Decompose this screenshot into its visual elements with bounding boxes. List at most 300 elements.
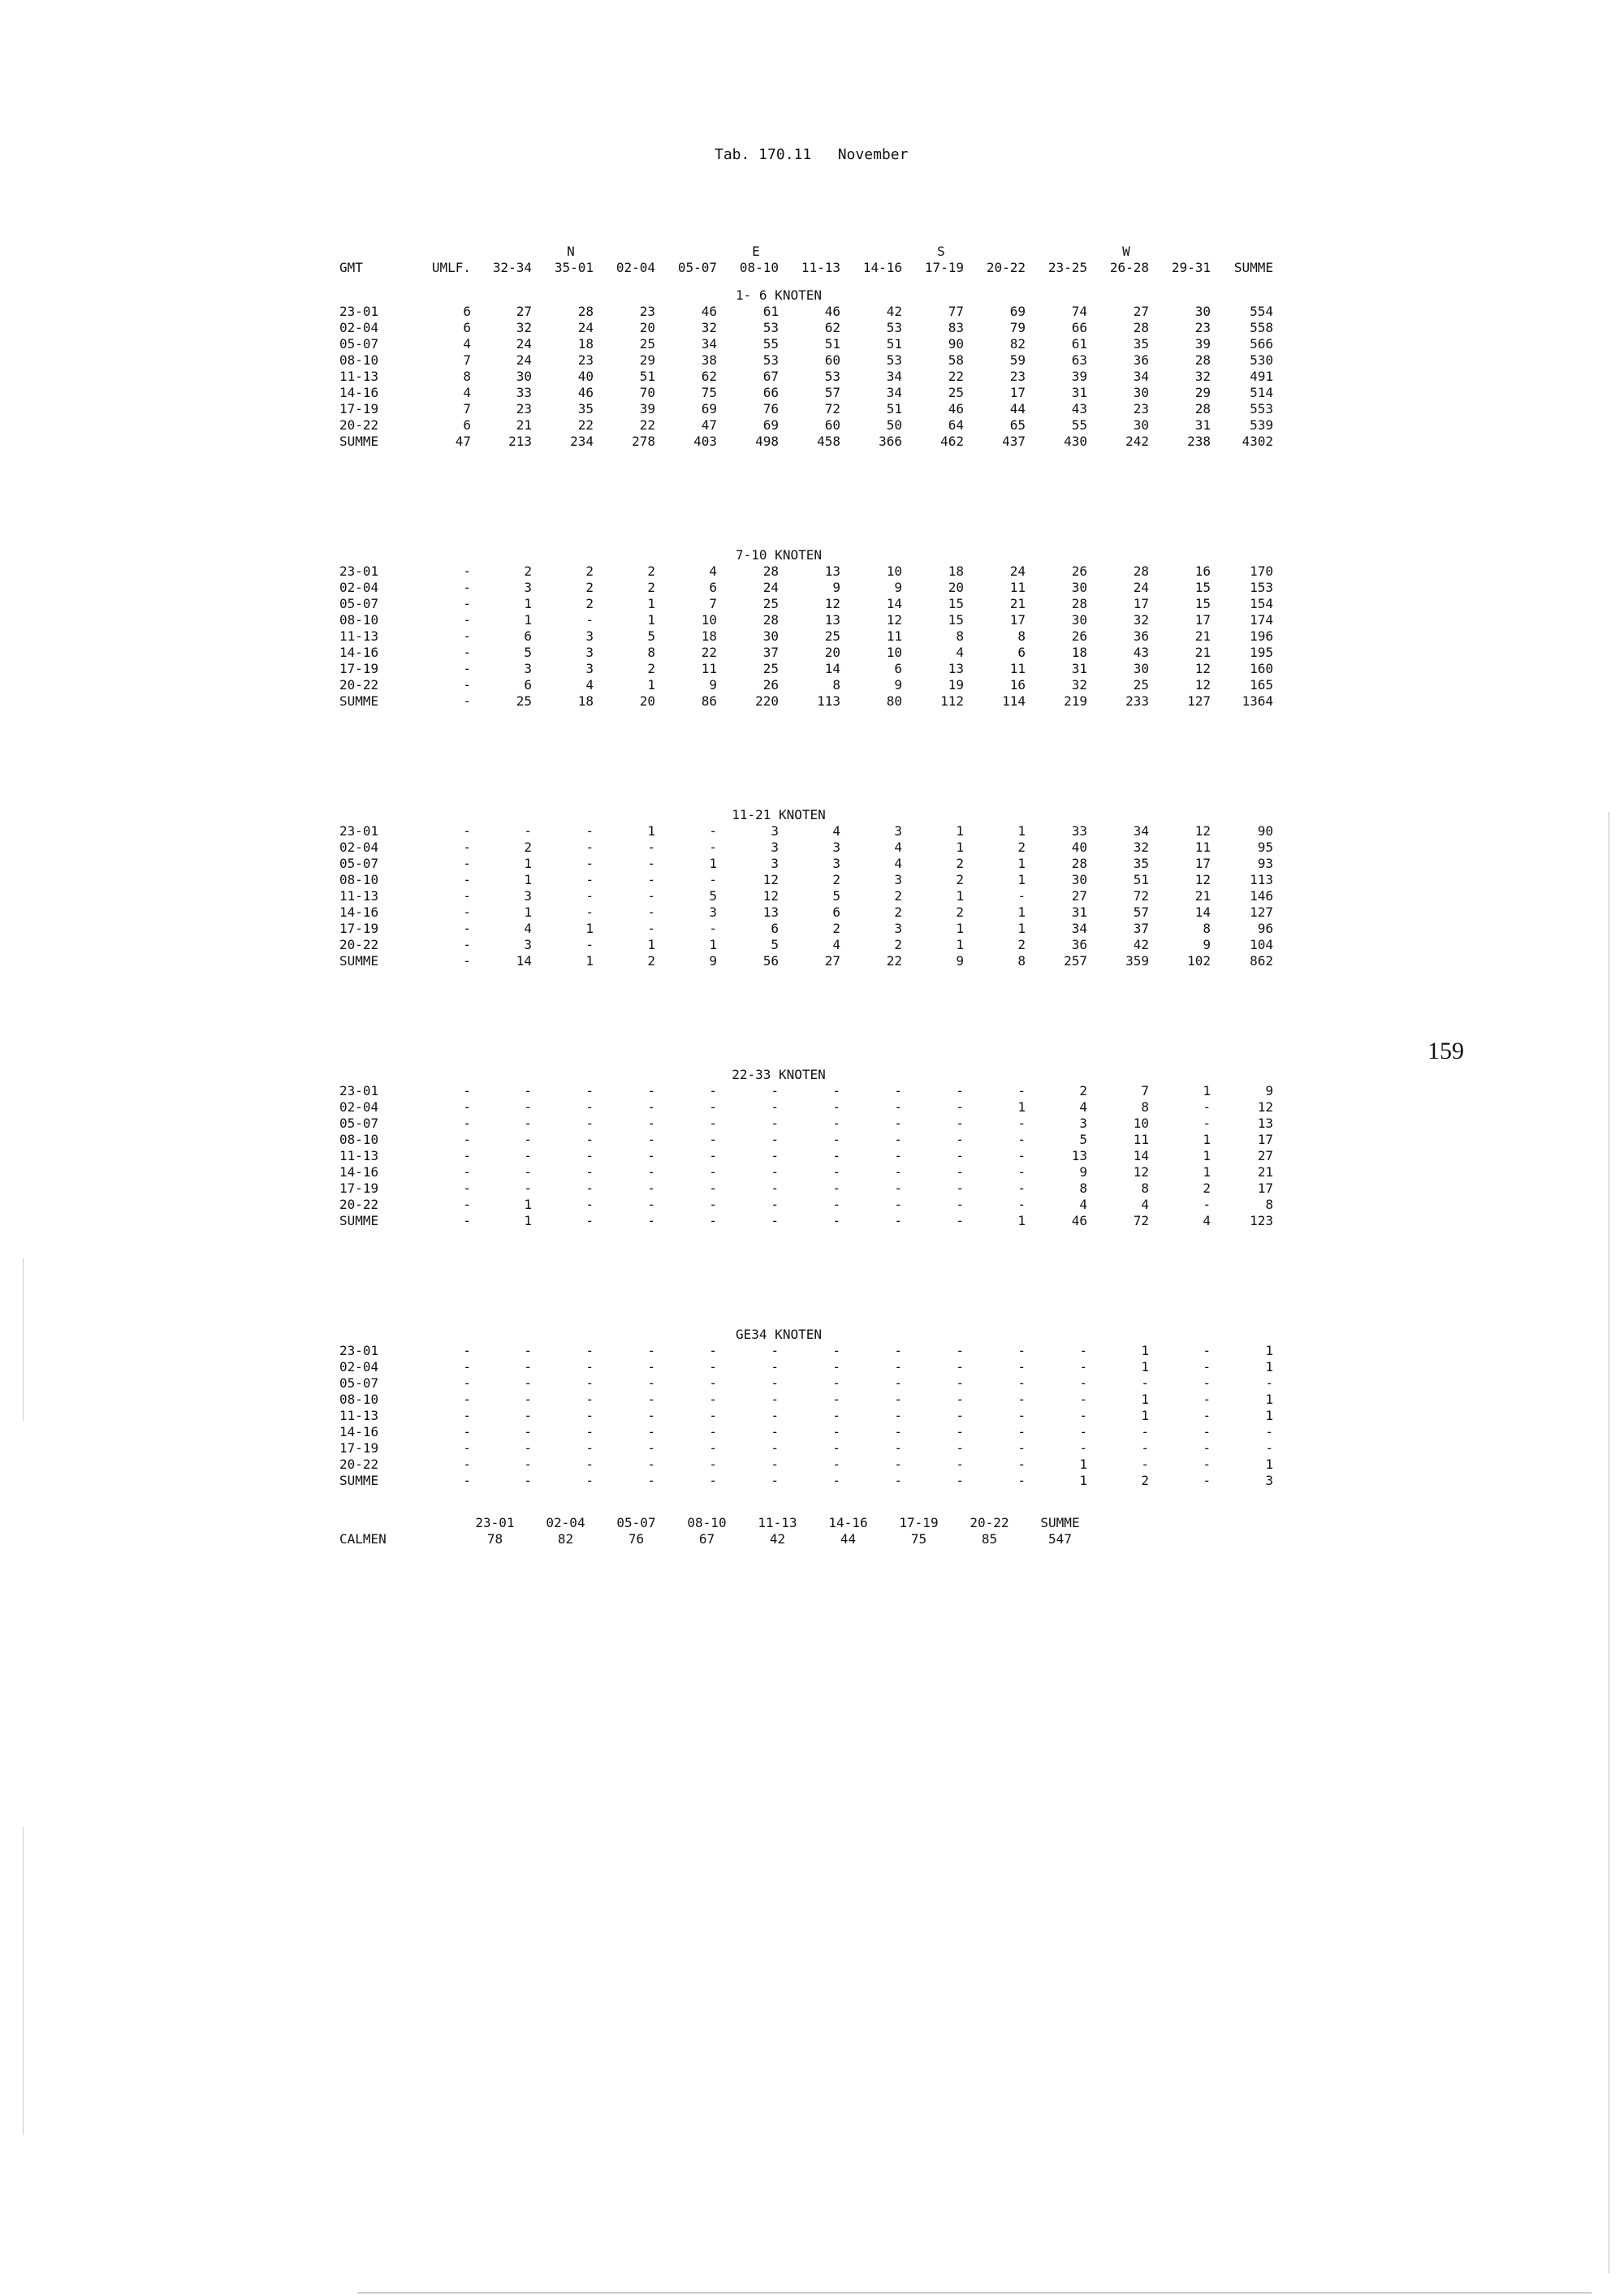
table-cell: 1 bbox=[524, 872, 532, 887]
section-label: GE34 KNOTEN bbox=[736, 1327, 822, 1342]
table-cell: - bbox=[709, 1359, 717, 1375]
table-cell: 10 bbox=[1133, 1116, 1149, 1131]
table-cell: 70 bbox=[639, 385, 655, 400]
empty-cell bbox=[840, 244, 902, 260]
table-row bbox=[339, 1392, 1273, 1408]
table-cell: 3 bbox=[1265, 1473, 1273, 1488]
table-cell: 2 bbox=[647, 953, 655, 969]
table-cell: - bbox=[585, 1116, 594, 1131]
table-row bbox=[339, 304, 1273, 320]
row-label: 11-13 bbox=[339, 1148, 379, 1163]
table-cell: 43 bbox=[1071, 401, 1087, 416]
spacer-cell bbox=[339, 450, 404, 547]
table-cell: 1 bbox=[1141, 1343, 1149, 1358]
table-cell: 46 bbox=[701, 304, 717, 319]
table-cell: - bbox=[1079, 1375, 1087, 1391]
table-cell: - bbox=[585, 1392, 594, 1407]
table-cell: 1364 bbox=[1242, 693, 1273, 709]
table-cell: - bbox=[832, 1213, 840, 1228]
table-cell: - bbox=[894, 1132, 902, 1147]
table-cell: - bbox=[524, 1343, 532, 1358]
table-cell: - bbox=[832, 1375, 840, 1391]
table-cell: - bbox=[1265, 1424, 1273, 1439]
wind-frequency-sheet bbox=[339, 244, 1273, 1489]
table-cell: - bbox=[524, 1424, 532, 1439]
table-cell: 13 bbox=[1257, 1116, 1273, 1131]
table-cell: 83 bbox=[948, 320, 964, 335]
table-cell: - bbox=[771, 1359, 779, 1375]
table-cell: - bbox=[647, 1099, 655, 1115]
column-header: 20-22 bbox=[986, 260, 1026, 275]
table-cell: 4 bbox=[524, 921, 532, 936]
table-cell: - bbox=[1017, 1375, 1026, 1391]
section-label-row bbox=[339, 547, 1273, 563]
table-cell: 2 bbox=[1017, 839, 1026, 855]
row-label: 05-07 bbox=[339, 856, 379, 871]
table-cell: 61 bbox=[762, 304, 779, 319]
table-cell: 26 bbox=[762, 677, 779, 693]
table-cell: 37 bbox=[1133, 921, 1149, 936]
table-cell: 3 bbox=[585, 628, 594, 644]
table-row bbox=[339, 888, 1273, 904]
table-cell: 17 bbox=[1257, 1180, 1273, 1196]
table-cell: 1 bbox=[524, 596, 532, 611]
table-cell: - bbox=[771, 1473, 779, 1488]
table-cell: 30 bbox=[1133, 661, 1149, 676]
table-cell: 34 bbox=[1133, 369, 1149, 384]
table-cell: - bbox=[524, 1457, 532, 1472]
table-cell: - bbox=[463, 1180, 471, 1196]
table-cell: 6 bbox=[524, 628, 532, 644]
table-cell: 25 bbox=[824, 628, 840, 644]
table-cell: - bbox=[463, 612, 471, 628]
table-cell: 36 bbox=[1071, 937, 1087, 952]
table-cell: 8 bbox=[1203, 921, 1211, 936]
table-cell: 22 bbox=[639, 417, 655, 433]
table-cell: 2 bbox=[647, 580, 655, 595]
table-cell: 1 bbox=[524, 1213, 532, 1228]
table-cell: 1 bbox=[1017, 1213, 1026, 1228]
table-row bbox=[339, 369, 1273, 385]
table-title: Tab. 170.11 November bbox=[715, 146, 909, 163]
row-label: 20-22 bbox=[339, 1457, 379, 1472]
table-cell: 15 bbox=[948, 596, 964, 611]
column-header: 29-31 bbox=[1171, 260, 1211, 275]
table-cell: 25 bbox=[948, 385, 964, 400]
table-cell: 13 bbox=[1071, 1148, 1087, 1163]
table-cell: 359 bbox=[1125, 953, 1149, 969]
table-cell: 60 bbox=[824, 417, 840, 433]
calmen-value: 78 bbox=[486, 1531, 503, 1547]
row-label: 20-22 bbox=[339, 937, 379, 952]
table-cell: 403 bbox=[693, 434, 717, 449]
table-cell: 15 bbox=[948, 612, 964, 628]
table-cell: 160 bbox=[1250, 661, 1273, 676]
table-cell: - bbox=[524, 1099, 532, 1115]
table-cell: 77 bbox=[948, 304, 964, 319]
row-label: 14-16 bbox=[339, 645, 379, 660]
empty-cell bbox=[779, 244, 840, 260]
table-cell: 14 bbox=[886, 596, 902, 611]
calmen-header: 20-22 bbox=[970, 1515, 1009, 1530]
row-label: 23-01 bbox=[339, 304, 379, 319]
table-cell: 60 bbox=[824, 352, 840, 368]
table-cell: 3 bbox=[894, 921, 902, 936]
empty-cell bbox=[339, 1067, 717, 1083]
table-cell: 62 bbox=[701, 369, 717, 384]
table-cell: - bbox=[1079, 1392, 1087, 1407]
table-cell: 1 bbox=[1265, 1408, 1273, 1423]
table-cell: 33 bbox=[1071, 823, 1087, 839]
table-cell: - bbox=[463, 1408, 471, 1423]
table-cell: - bbox=[956, 1424, 964, 1439]
table-cell: 32 bbox=[1133, 612, 1149, 628]
table-cell: 13 bbox=[824, 612, 840, 628]
table-row bbox=[339, 1359, 1273, 1375]
calmen-value: 82 bbox=[557, 1531, 574, 1547]
table-cell: 24 bbox=[1009, 563, 1026, 579]
table-cell: - bbox=[463, 1457, 471, 1472]
scan-edge-mark bbox=[23, 1258, 24, 1421]
table-cell: - bbox=[956, 1359, 964, 1375]
row-label: 02-04 bbox=[339, 1099, 379, 1115]
table-cell: - bbox=[524, 1083, 532, 1098]
table-cell: 196 bbox=[1250, 628, 1273, 644]
table-cell: 1 bbox=[956, 937, 964, 952]
table-cell: 1 bbox=[1017, 921, 1026, 936]
row-label: 14-16 bbox=[339, 1424, 379, 1439]
empty-cell bbox=[1211, 244, 1273, 260]
calmen-value-row bbox=[339, 1531, 1095, 1547]
table-cell: - bbox=[894, 1343, 902, 1358]
table-cell: 12 bbox=[1133, 1164, 1149, 1180]
table-cell: 2 bbox=[894, 937, 902, 952]
table-cell: 66 bbox=[1071, 320, 1087, 335]
table-cell: 21 bbox=[516, 417, 532, 433]
table-cell: 8 bbox=[956, 628, 964, 644]
table-cell: 27 bbox=[1133, 304, 1149, 319]
table-cell: - bbox=[585, 1343, 594, 1358]
table-cell: 2 bbox=[524, 839, 532, 855]
table-cell: 32 bbox=[701, 320, 717, 335]
table-cell: 1 bbox=[524, 904, 532, 920]
table-row bbox=[339, 937, 1273, 953]
table-cell: - bbox=[524, 1375, 532, 1391]
table-cell: 2 bbox=[956, 904, 964, 920]
table-cell: 4 bbox=[832, 937, 840, 952]
table-cell: 458 bbox=[817, 434, 840, 449]
table-cell: 21 bbox=[1194, 645, 1211, 660]
table-cell: - bbox=[647, 872, 655, 887]
table-cell: - bbox=[585, 1408, 594, 1423]
table-cell: - bbox=[463, 1083, 471, 1098]
table-cell: - bbox=[709, 921, 717, 936]
table-cell: 26 bbox=[1071, 563, 1087, 579]
row-label: 23-01 bbox=[339, 563, 379, 579]
table-cell: 3 bbox=[771, 856, 779, 871]
table-cell: 462 bbox=[940, 434, 964, 449]
table-cell: - bbox=[1265, 1440, 1273, 1456]
table-cell: - bbox=[1141, 1440, 1149, 1456]
table-cell: - bbox=[463, 937, 471, 952]
table-cell: 1 bbox=[709, 856, 717, 871]
section-label-row bbox=[339, 807, 1273, 823]
table-cell: 220 bbox=[755, 693, 779, 709]
table-cell: - bbox=[709, 1457, 717, 1472]
table-cell: 2 bbox=[832, 921, 840, 936]
table-cell: 82 bbox=[1009, 336, 1026, 352]
column-header: 11-13 bbox=[801, 260, 840, 275]
table-cell: 12 bbox=[1257, 1099, 1273, 1115]
column-header: 23-25 bbox=[1047, 260, 1087, 275]
table-cell: 32 bbox=[1071, 677, 1087, 693]
table-cell: 74 bbox=[1071, 304, 1087, 319]
table-cell: - bbox=[1203, 1343, 1211, 1358]
table-cell: 24 bbox=[1133, 580, 1149, 595]
table-cell: 42 bbox=[1133, 937, 1149, 952]
table-cell: - bbox=[832, 1164, 840, 1180]
table-cell: 58 bbox=[948, 352, 964, 368]
table-cell: 20 bbox=[824, 645, 840, 660]
table-cell: 17 bbox=[1009, 612, 1026, 628]
table-cell: 18 bbox=[701, 628, 717, 644]
table-cell: - bbox=[771, 1148, 779, 1163]
table-cell: 16 bbox=[1194, 563, 1211, 579]
table-cell: - bbox=[585, 1164, 594, 1180]
calmen-table bbox=[339, 1515, 1095, 1547]
table-cell: - bbox=[771, 1375, 779, 1391]
table-cell: 14 bbox=[1133, 1148, 1149, 1163]
table-cell: 11 bbox=[1194, 839, 1211, 855]
table-cell: 3 bbox=[524, 580, 532, 595]
table-cell: 28 bbox=[762, 612, 779, 628]
table-cell: - bbox=[956, 1180, 964, 1196]
table-cell: - bbox=[1017, 1148, 1026, 1163]
table-cell: 10 bbox=[886, 645, 902, 660]
row-label: 20-22 bbox=[339, 677, 379, 693]
calmen-header: 14-16 bbox=[828, 1515, 868, 1530]
table-cell: 72 bbox=[1133, 888, 1149, 904]
empty-cell bbox=[339, 244, 404, 260]
table-row bbox=[339, 1424, 1273, 1440]
table-cell: - bbox=[771, 1343, 779, 1358]
table-cell: - bbox=[524, 1116, 532, 1131]
table-cell: 5 bbox=[832, 888, 840, 904]
row-label: 08-10 bbox=[339, 1392, 379, 1407]
table-cell: - bbox=[956, 1164, 964, 1180]
table-cell: - bbox=[647, 921, 655, 936]
table-cell: 153 bbox=[1250, 580, 1273, 595]
section-gap bbox=[339, 276, 1273, 287]
table-cell: - bbox=[585, 1197, 594, 1212]
table-cell: - bbox=[709, 1392, 717, 1407]
table-cell: 28 bbox=[1133, 320, 1149, 335]
table-cell: 10 bbox=[701, 612, 717, 628]
table-cell: 3 bbox=[832, 839, 840, 855]
table-cell: - bbox=[647, 1457, 655, 1472]
table-cell: 51 bbox=[886, 336, 902, 352]
table-cell: 1 bbox=[956, 839, 964, 855]
empty-cell bbox=[471, 244, 532, 260]
table-cell: - bbox=[1017, 888, 1026, 904]
table-cell: 7 bbox=[1141, 1083, 1149, 1098]
row-label: 11-13 bbox=[339, 628, 379, 644]
table-cell: 2 bbox=[832, 872, 840, 887]
calmen-header: 23-01 bbox=[475, 1515, 515, 1530]
table-cell: 6 bbox=[463, 320, 471, 335]
table-cell: - bbox=[1203, 1424, 1211, 1439]
table-cell: 34 bbox=[1133, 823, 1149, 839]
table-cell: 28 bbox=[1194, 352, 1211, 368]
table-cell: - bbox=[647, 1375, 655, 1391]
table-cell: 90 bbox=[1257, 823, 1273, 839]
table-cell: 1 bbox=[1017, 1099, 1026, 1115]
section-label-row bbox=[339, 1327, 1273, 1343]
table-cell: - bbox=[1141, 1424, 1149, 1439]
table-cell: 437 bbox=[1002, 434, 1026, 449]
empty-cell bbox=[339, 1515, 460, 1531]
table-cell: 53 bbox=[762, 320, 779, 335]
table-cell: - bbox=[709, 1099, 717, 1115]
table-cell: - bbox=[585, 888, 594, 904]
column-header: 35-01 bbox=[554, 260, 594, 275]
table-cell: - bbox=[524, 1132, 532, 1147]
spacer-cell bbox=[339, 710, 404, 807]
table-cell: - bbox=[463, 661, 471, 676]
table-row bbox=[339, 596, 1273, 612]
table-cell: 23 bbox=[1009, 369, 1026, 384]
calmen-value: 44 bbox=[840, 1531, 857, 1547]
calmen-value: 75 bbox=[910, 1531, 927, 1547]
table-cell: - bbox=[585, 823, 594, 839]
table-cell: - bbox=[1203, 1197, 1211, 1212]
table-cell: 1 bbox=[585, 953, 594, 969]
table-cell: - bbox=[1017, 1440, 1026, 1456]
table-cell: - bbox=[1141, 1457, 1149, 1472]
table-cell: - bbox=[585, 856, 594, 871]
table-row bbox=[339, 1197, 1273, 1213]
table-cell: - bbox=[585, 1213, 594, 1228]
table-cell: 6 bbox=[709, 580, 717, 595]
column-header: 26-28 bbox=[1109, 260, 1149, 275]
calmen-header: 02-04 bbox=[546, 1515, 585, 1530]
table-row bbox=[339, 823, 1273, 839]
table-cell: 27 bbox=[1071, 888, 1087, 904]
table-cell: 1 bbox=[956, 823, 964, 839]
table-cell: 32 bbox=[1133, 839, 1149, 855]
table-cell: - bbox=[894, 1083, 902, 1098]
table-cell: - bbox=[894, 1440, 902, 1456]
table-cell: 23 bbox=[516, 401, 532, 416]
table-cell: - bbox=[585, 1375, 594, 1391]
table-cell: 553 bbox=[1250, 401, 1273, 416]
table-cell: 9 bbox=[956, 953, 964, 969]
table-cell: 93 bbox=[1257, 856, 1273, 871]
table-cell: - bbox=[585, 1099, 594, 1115]
table-cell: - bbox=[1203, 1440, 1211, 1456]
table-cell: 8 bbox=[463, 369, 471, 384]
table-cell: 40 bbox=[577, 369, 594, 384]
table-cell: - bbox=[463, 1148, 471, 1163]
table-cell: - bbox=[709, 1180, 717, 1196]
table-cell: 28 bbox=[577, 304, 594, 319]
table-cell: 31 bbox=[1071, 385, 1087, 400]
table-cell: - bbox=[524, 1473, 532, 1488]
table-cell: - bbox=[463, 1424, 471, 1439]
table-cell: 30 bbox=[1194, 304, 1211, 319]
row-label: 11-13 bbox=[339, 369, 379, 384]
calmen-header: 05-07 bbox=[616, 1515, 656, 1530]
table-cell: 69 bbox=[762, 417, 779, 433]
row-label: 17-19 bbox=[339, 1440, 379, 1456]
table-cell: - bbox=[894, 1148, 902, 1163]
table-row bbox=[339, 645, 1273, 661]
table-cell: - bbox=[463, 645, 471, 660]
table-cell: - bbox=[647, 1083, 655, 1098]
table-cell: 2 bbox=[1203, 1180, 1211, 1196]
table-row bbox=[339, 661, 1273, 677]
table-cell: - bbox=[1017, 1473, 1026, 1488]
table-cell: - bbox=[524, 1392, 532, 1407]
table-cell: 53 bbox=[824, 369, 840, 384]
table-cell: - bbox=[463, 1359, 471, 1375]
table-cell: 9 bbox=[709, 677, 717, 693]
table-cell: 16 bbox=[1009, 677, 1026, 693]
table-cell: - bbox=[1203, 1473, 1211, 1488]
table-cell: - bbox=[709, 1083, 717, 1098]
table-cell: - bbox=[463, 1375, 471, 1391]
table-cell: 27 bbox=[1257, 1148, 1273, 1163]
table-cell: 25 bbox=[1133, 677, 1149, 693]
table-cell: 30 bbox=[1133, 417, 1149, 433]
table-cell: 15 bbox=[1194, 580, 1211, 595]
table-cell: 21 bbox=[1194, 628, 1211, 644]
table-cell: 18 bbox=[577, 336, 594, 352]
table-cell: 30 bbox=[762, 628, 779, 644]
table-cell: 4 bbox=[709, 563, 717, 579]
page-number: 159 bbox=[1427, 1038, 1464, 1064]
calmen-value: 42 bbox=[769, 1531, 786, 1547]
table-cell: 9 bbox=[709, 953, 717, 969]
table-cell: 1 bbox=[647, 937, 655, 952]
table-cell: - bbox=[1203, 1408, 1211, 1423]
table-cell: 1 bbox=[1265, 1392, 1273, 1407]
table-cell: - bbox=[463, 953, 471, 969]
table-row bbox=[339, 1164, 1273, 1180]
table-cell: 25 bbox=[516, 693, 532, 709]
table-cell: 76 bbox=[762, 401, 779, 416]
table-cell: 7 bbox=[709, 596, 717, 611]
table-cell: 28 bbox=[1071, 856, 1087, 871]
column-header: 14-16 bbox=[862, 260, 902, 275]
table-cell: - bbox=[956, 1408, 964, 1423]
table-cell: 3 bbox=[524, 888, 532, 904]
calmen-value: 547 bbox=[1048, 1531, 1072, 1547]
column-header: 32-34 bbox=[492, 260, 532, 275]
table-row bbox=[339, 580, 1273, 596]
table-cell: 278 bbox=[632, 434, 655, 449]
table-cell: - bbox=[463, 856, 471, 871]
table-cell: 14 bbox=[1194, 904, 1211, 920]
table-cell: - bbox=[1203, 1116, 1211, 1131]
scan-edge-mark bbox=[23, 1827, 24, 2135]
table-cell: 23 bbox=[639, 304, 655, 319]
table-cell: 127 bbox=[1250, 904, 1273, 920]
table-row bbox=[339, 839, 1273, 856]
table-cell: - bbox=[956, 1457, 964, 1472]
row-label: SUMME bbox=[339, 953, 379, 969]
table-cell: 18 bbox=[1071, 645, 1087, 660]
